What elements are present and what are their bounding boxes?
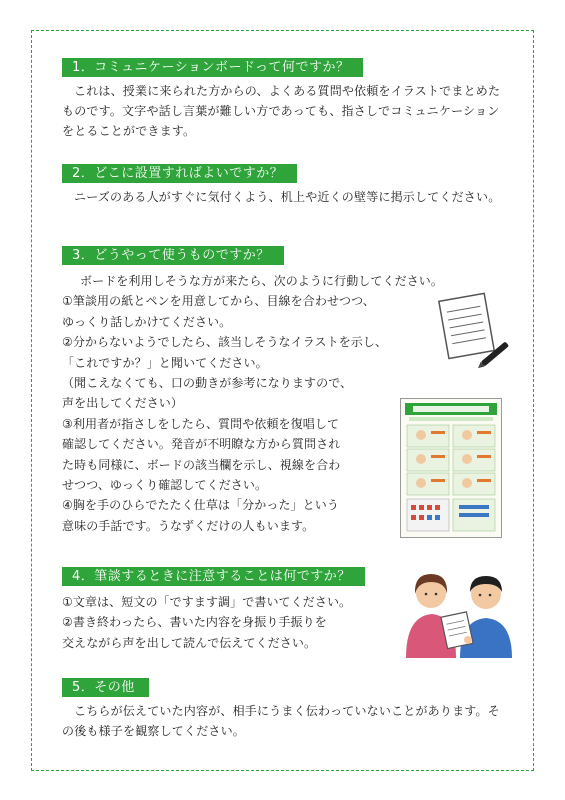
section-3-line: ①筆談用の紙とペンを用意してから、目線を合わせつつ、 xyxy=(62,294,375,309)
section-4-line: ①文章は、短文の「ですます調」で書いてください。 xyxy=(62,595,352,609)
section-4 xyxy=(62,565,402,653)
section-3-line: ②分からないようでしたら、該当しそうなイラストを示し、 xyxy=(62,335,388,350)
section-1 xyxy=(62,56,502,141)
section-4-line: 交えながら声を出して読んで伝えてください。 xyxy=(62,635,317,650)
section-5-heading: 5．その他 xyxy=(62,678,149,697)
communication-board-thumbnail xyxy=(400,398,502,538)
section-3-line: ゆっくり話しかけてください。 xyxy=(62,314,232,329)
section-5 xyxy=(62,676,502,741)
section-3-heading: 3．どうやって使うものですか？ xyxy=(62,246,284,265)
two-people-writing-illustration xyxy=(398,558,516,658)
section-3-line: （聞こえなくても、口の動きが参考になりますので、 xyxy=(62,376,353,391)
section-3-line: 確認してください。発音が不明瞭な方から質問され xyxy=(62,437,341,452)
section-2-body: ニーズのある人がすぐに気付くよう、机上や近くの壁等に掲示してください。 xyxy=(74,190,501,204)
section-4-heading: 4．筆談するときに注意することは何ですか？ xyxy=(62,567,365,586)
section-5-body: こちらが伝えていた内容が、相手にうまく伝わっていないことがあります。その後も様子を観察してください。 xyxy=(62,704,500,738)
section-3-line: た時も同様に、ボードの該当欄を示し、視線を合わ xyxy=(62,457,341,472)
section-3-line: ④胸を手のひらでたたく仕草は「分かった」という xyxy=(62,498,339,513)
section-1-heading: 1．コミュニケーションボードって何ですか？ xyxy=(62,58,363,77)
section-3-line: 意味の手話です。うなずくだけの人もいます。 xyxy=(62,518,315,533)
section-2-heading: 2．どこに設置すればよいですか？ xyxy=(62,164,297,183)
section-3-line: ボードを利用しそうな方が来たら、次のように行動してください。 xyxy=(80,274,444,288)
section-3-line: ③利用者が指さしをしたら、質問や依頼を復唱して xyxy=(62,416,340,431)
section-3-line: 「これですか？」と聞いてください。 xyxy=(62,355,268,370)
section-2 xyxy=(62,162,502,207)
section-3-line: せつつ、ゆっくり確認してください。 xyxy=(62,478,268,493)
section-4-line: ②書き終わったら、書いた内容を身振り手振りを xyxy=(62,615,327,630)
notepad-pen-illustration xyxy=(434,292,518,374)
section-1-body: これは、授業に来られた方からの、よくある質問や依頼をイラストでまとめたものです。文字や話し言葉が難しい方であっても、指さしでコミュニケーションをとることができます。 xyxy=(62,84,501,138)
section-3-line: 声を出してください） xyxy=(62,396,184,411)
